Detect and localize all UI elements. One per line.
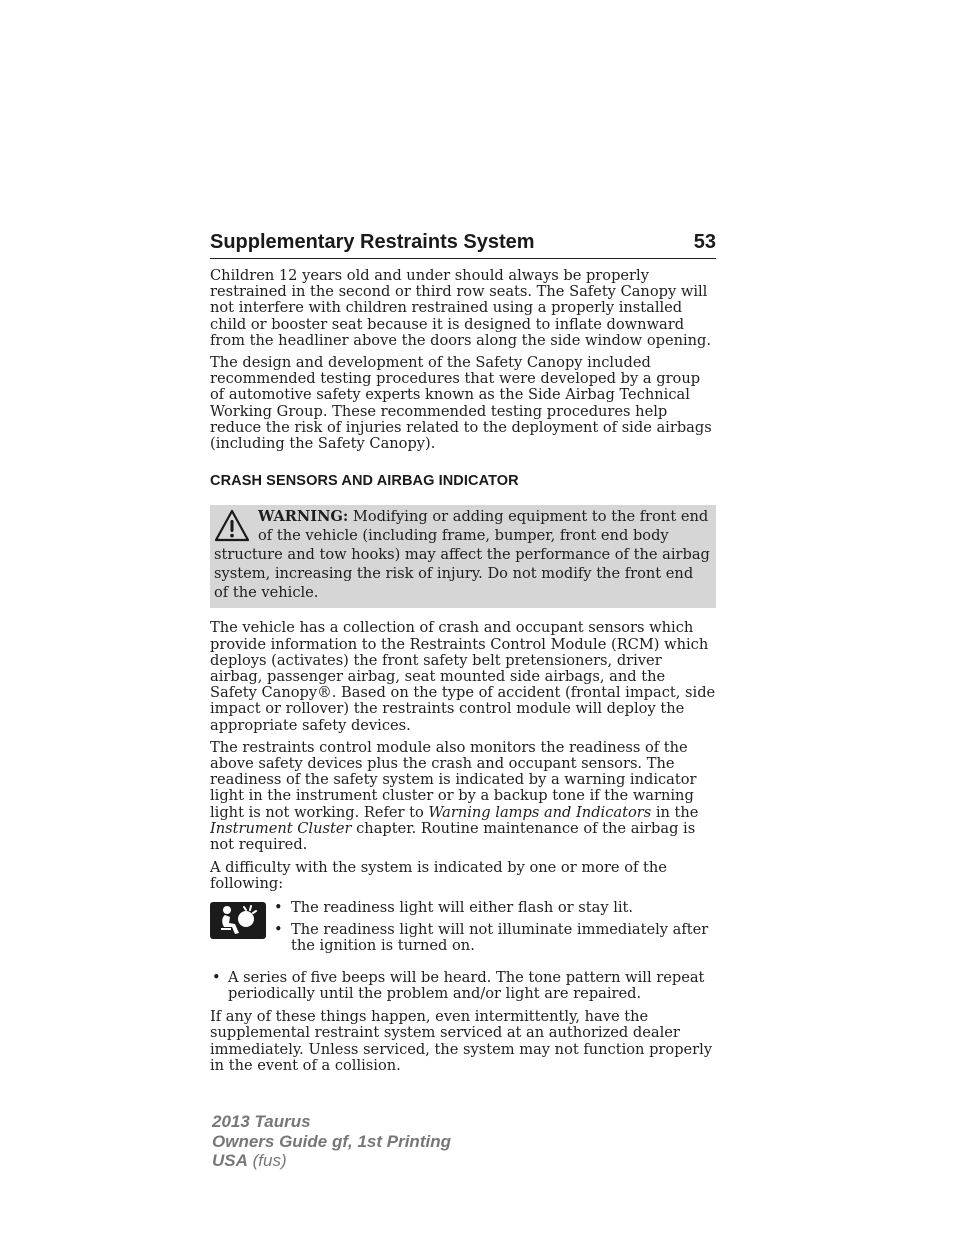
page-title: Supplementary Restraints System bbox=[210, 231, 535, 253]
indicator-bullet-list bbox=[272, 900, 716, 961]
reference-warning-lamps: Warning lamps and Indicators bbox=[428, 803, 652, 821]
footer-region-a: USA bbox=[212, 1151, 248, 1170]
paragraph-service: If any of these things happen, even intermittently, have the supplemental restraint system serviced at an authorized dealer immediately. Unless serviced, the system may not function properly in the event of a collision. bbox=[210, 1008, 713, 1074]
beeps-bullet-list bbox=[210, 970, 716, 1002]
paragraph-design: The design and development of the Safety Canopy included recommended testing procedures that were developed by a group of automotive safety experts known as the Side Airbag Technical Working Group. These recommended testing procedures help reduce the risk of injuries related to the deployment of side airbags (including the Safety Canopy). bbox=[210, 354, 712, 453]
monitoring-text-b: in the bbox=[651, 803, 699, 821]
page-body bbox=[210, 268, 716, 1074]
footer-region bbox=[212, 1151, 451, 1171]
warning-text: Modifying or adding equipment to the front end of the vehicle (including frame, bumper, front end body structure and tow hooks) may affect the performance of the airbag system, increasing the risk of injury. Do not modify the front end of the vehicle. bbox=[214, 508, 710, 602]
footer-region-b: (fus) bbox=[247, 1151, 287, 1170]
paragraph-difficulty: A difficulty with the system is indicated by one or more of the following: bbox=[210, 859, 667, 893]
footer-model: 2013 Taurus bbox=[212, 1112, 311, 1131]
list-item: • A series of five beeps will be heard. The tone pattern will repeat periodically until the problem and/or light are repaired. bbox=[210, 970, 716, 1002]
warning-box bbox=[210, 505, 716, 608]
list-item: • The readiness light will not illuminate immediately after the ignition is turned on. bbox=[272, 922, 716, 954]
list-item: • The readiness light will either flash or stay lit. bbox=[272, 900, 716, 916]
indicator-bullets bbox=[210, 900, 716, 960]
section-heading: CRASH SENSORS AND AIRBAG INDICATOR bbox=[210, 473, 519, 490]
monitoring-text-c: chapter. Routine maintenance of the airbag is not required. bbox=[210, 819, 696, 854]
monitoring-text-a: The restraints control module also monitors the readiness of the above safety devices plus the crash and occupant sensors. The readiness of the safety system is indicated by a warning indicator light in the instrument cluster or by a backup tone if the warning light is not working. Refer to bbox=[210, 738, 697, 821]
page-header bbox=[210, 226, 716, 259]
paragraph-sensors: The vehicle has a collection of crash and occupant sensors which provide information to the Restraints Control Module (RCM) which deploys (activates) the front safety belt pretensioners, driver airbag, passenger airbag, seat mounted side airbags, and the Safety Canopy®. Based on the type of accident (frontal impact, side impact or rollover) the restraints control module will deploy the appropriate safety devices. bbox=[210, 619, 716, 734]
warning-triangle-icon bbox=[215, 509, 249, 543]
footer-guide: Owners Guide gf, 1st Printing bbox=[212, 1131, 451, 1151]
paragraph-monitoring bbox=[210, 740, 716, 853]
warning-label: WARNING: bbox=[258, 508, 349, 526]
paragraph-children: Children 12 years old and under should always be properly restrained in the second or third row seats. The Safety Canopy will not interfere with children restrained using a properly installed child or booster seat because it is designed to inflate downward from the headliner above the doors along the side window opening. bbox=[210, 267, 712, 349]
reference-instrument-cluster: Instrument Cluster bbox=[210, 819, 352, 837]
page-number: 53 bbox=[693, 231, 716, 253]
airbag-readiness-icon bbox=[210, 902, 266, 939]
page-content bbox=[210, 226, 716, 1074]
page-footer bbox=[212, 1112, 451, 1171]
